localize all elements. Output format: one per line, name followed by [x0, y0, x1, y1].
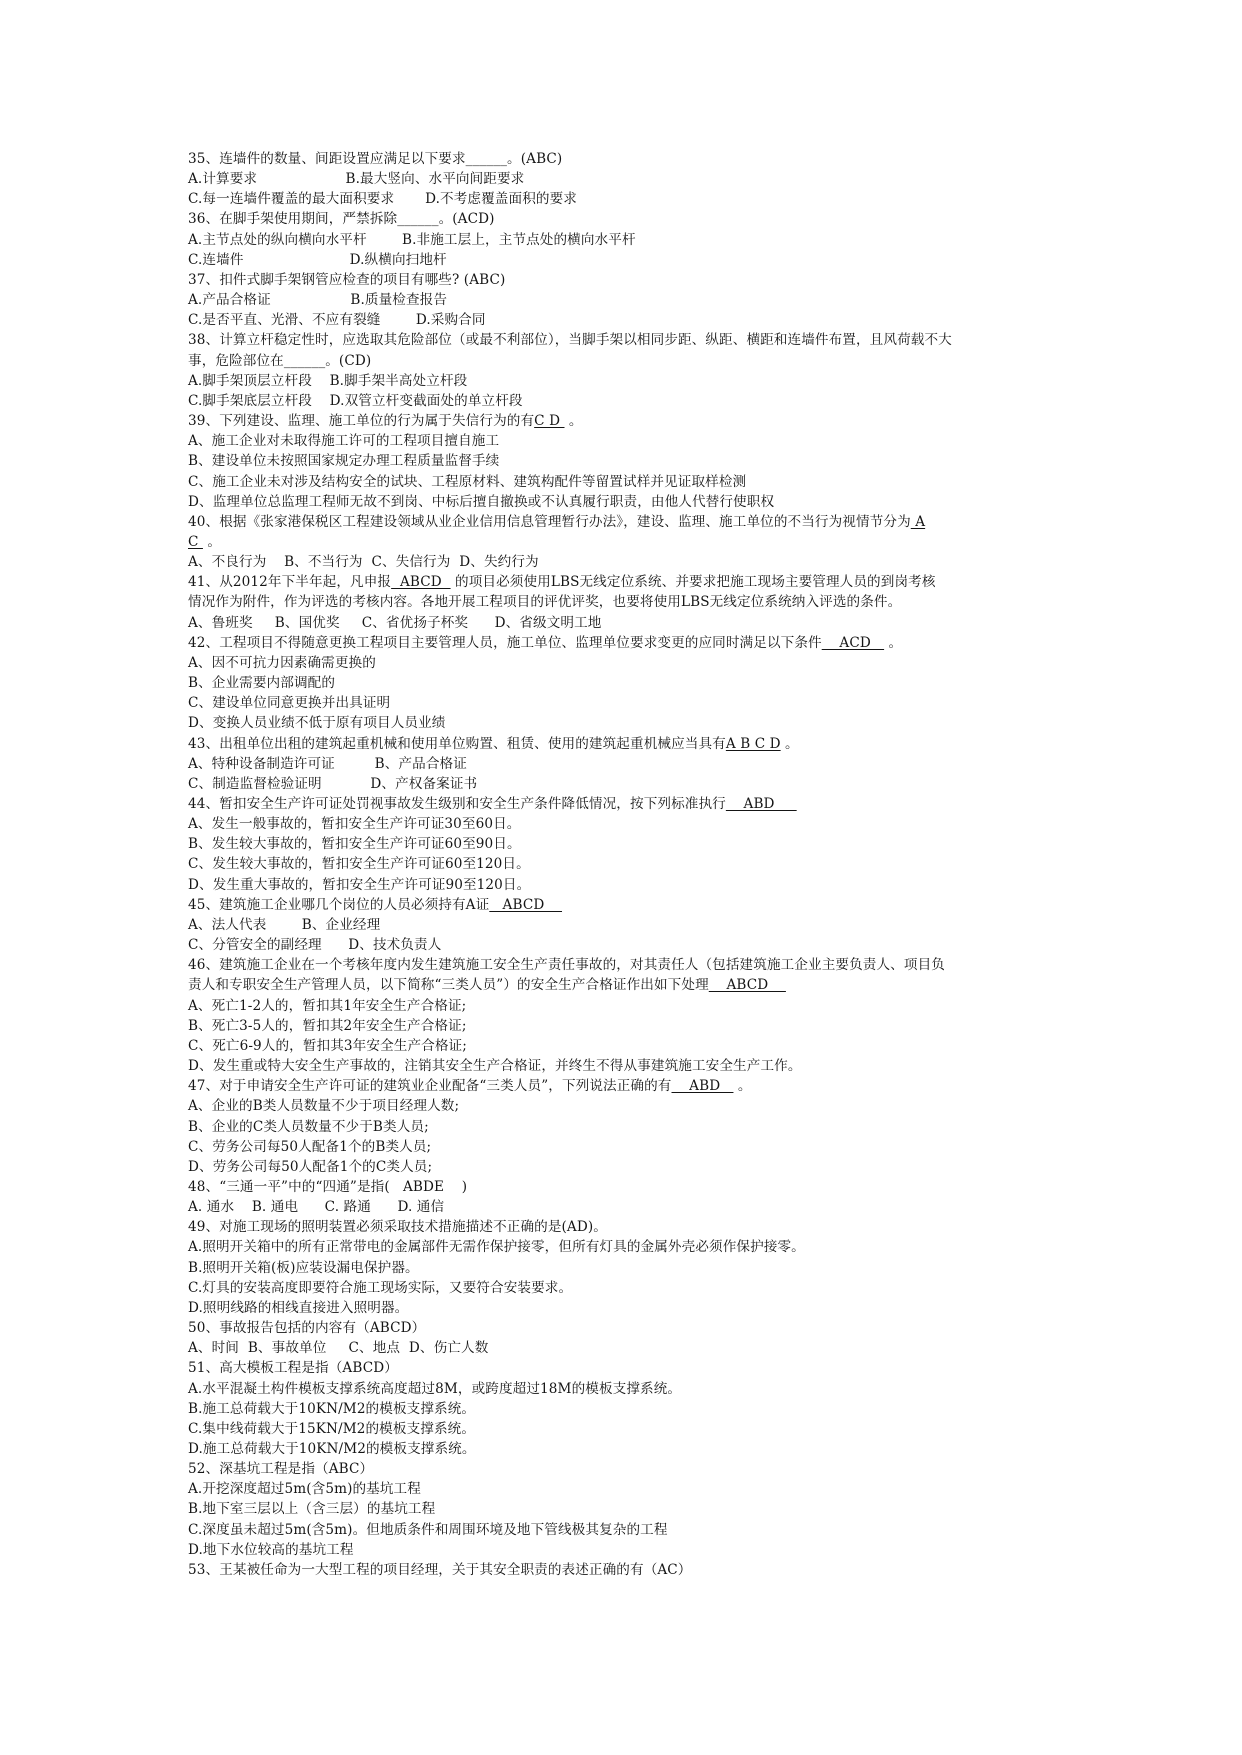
- line-text: A、死亡1-2人的，暂扣其1年安全生产合格证;: [188, 997, 467, 1014]
- line-text: 37、扣件式脚手架钢管应检查的项目有哪些? (ABC): [188, 271, 506, 288]
- text-line: [188, 693, 1068, 713]
- line-text-tail: 。: [564, 413, 583, 430]
- line-text: A.产品合格证 B.质量检查报告: [188, 292, 448, 309]
- line-text: 51、高大模板工程是指（ABCD）: [188, 1360, 398, 1377]
- answer-blank: ABCD: [708, 977, 786, 994]
- text-line: [188, 1056, 1068, 1076]
- line-text: B、企业需要内部调配的: [188, 675, 336, 692]
- text-line: [188, 1217, 1068, 1237]
- text-line: [188, 1137, 1068, 1157]
- text-line: [188, 975, 1068, 995]
- text-line: [188, 572, 1068, 592]
- line-text: A.脚手架顶层立杆段 B.脚手架半高处立杆段: [188, 372, 468, 389]
- text-line: [188, 209, 1068, 229]
- line-text: C、施工企业未对涉及结构安全的试块、工程原材料、建筑构配件等留置试样并见证取样检测: [188, 473, 747, 490]
- line-text: D.施工总荷载大于10KN/M2的模板支撑系统。: [188, 1441, 476, 1457]
- text-line: [188, 1379, 1068, 1399]
- text-line: [188, 290, 1068, 310]
- text-line: [188, 592, 1068, 612]
- text-line: [188, 1278, 1068, 1298]
- line-text: B、发生较大事故的，暂扣安全生产许可证60至90日。: [188, 836, 521, 853]
- line-text: D、监理单位总监理工程师无故不到岗、中标后擅自撤换或不认真履行职责，由他人代替行使职权: [188, 493, 775, 510]
- text-line: [188, 1358, 1068, 1378]
- text-line: [188, 854, 1068, 874]
- line-text: 48、“三通一平”中的“四通”是指( ABDE ): [188, 1178, 468, 1195]
- text-line: [188, 431, 1068, 451]
- line-text: A、鲁班奖 B、国优奖 C、省优扬子杯奖 D、省级文明工地: [188, 614, 602, 631]
- line-text: C、发生较大事故的，暂扣安全生产许可证60至120日。: [188, 856, 530, 873]
- line-text: A、不良行为 B、不当行为 C、失信行为 D、失约行为: [188, 554, 539, 571]
- line-text: C、制造监督检验证明 D、产权备案证书: [188, 775, 478, 792]
- line-text: C、劳务公司每50人配备1个的B类人员;: [188, 1138, 432, 1155]
- text-line: [188, 1237, 1068, 1257]
- line-text: C、建设单位同意更换并出具证明: [188, 695, 391, 712]
- text-line: [188, 330, 1068, 350]
- text-line: [188, 1399, 1068, 1419]
- text-line: [188, 834, 1068, 854]
- text-line: [188, 169, 1068, 189]
- line-text: A、时间 B、事故单位 C、地点 D、伤亡人数: [188, 1340, 489, 1357]
- line-text: A、法人代表 B、企业经理: [188, 916, 381, 933]
- line-text: A.主节点处的纵向横向水平杆 B.非施工层上，主节点处的横向水平杆: [188, 231, 636, 248]
- text-line: [188, 1036, 1068, 1056]
- answer-blank: C D: [534, 413, 565, 430]
- text-line: [188, 794, 1068, 814]
- text-line: [188, 814, 1068, 834]
- line-text: A. 通水 B. 通电 C. 路通 D. 通信: [188, 1199, 445, 1216]
- line-text: 36、在脚手架使用期间，严禁拆除______。(ACD): [188, 211, 495, 228]
- line-text: 责人和专职安全生产管理人员，以下简称“三类人员”）的安全生产合格证作出如下处理: [188, 977, 709, 994]
- line-text: 35、连墙件的数量、间距设置应满足以下要求______。(ABC): [188, 151, 563, 167]
- text-line: [188, 895, 1068, 915]
- line-text: 47、对于申请安全生产许可证的建筑业企业配备“三类人员”，下列说法正确的有: [188, 1078, 672, 1095]
- text-line: [188, 774, 1068, 794]
- text-line: [188, 673, 1068, 693]
- text-line: [188, 1318, 1068, 1338]
- answer-blank: A B C D: [725, 735, 781, 752]
- text-line: [188, 1540, 1068, 1560]
- text-line: [188, 996, 1068, 1016]
- text-line: [188, 613, 1068, 633]
- line-text: A、因不可抗力因素确需更换的: [188, 654, 376, 671]
- text-line: [188, 1459, 1068, 1479]
- text-line: [188, 653, 1068, 673]
- text-line: [188, 955, 1068, 975]
- text-line: [188, 875, 1068, 895]
- line-text: C.脚手架底层立杆段 D.双管立杆变截面处的单立杆段: [188, 392, 523, 409]
- line-text: A、发生一般事故的，暂扣安全生产许可证30至60日。: [188, 816, 521, 833]
- line-text: A.开挖深度超过5m(含5m)的基坑工程: [188, 1481, 421, 1498]
- line-text: 46、建筑施工企业在一个考核年度内发生建筑施工安全生产责任事故的，对其责任人（包括建筑施工企业主要负责人、项目负: [188, 957, 945, 974]
- text-line: [188, 391, 1068, 411]
- text-line: [188, 250, 1068, 270]
- text-line: [188, 451, 1068, 471]
- text-line: [188, 1096, 1068, 1116]
- line-text: 43、出租单位出租的建筑起重机械和使用单位购置、租赁、使用的建筑起重机械应当具有: [188, 735, 726, 752]
- text-line: [188, 1338, 1068, 1358]
- line-text-tail: 。: [733, 1078, 752, 1095]
- line-text: A、施工企业对未取得施工许可的工程项目擅自施工: [188, 433, 500, 450]
- text-line: [188, 310, 1068, 330]
- line-text: 39、下列建设、监理、施工单位的行为属于失信行为的有: [188, 413, 535, 430]
- line-text: C.连墙件 D.纵横向扫地杆: [188, 251, 447, 268]
- text-line: [188, 1157, 1068, 1177]
- answer-blank: A: [910, 513, 926, 530]
- text-line: [188, 1439, 1068, 1459]
- text-line: [188, 1419, 1068, 1439]
- line-text: 38、计算立杆稳定性时，应选取其危险部位（或最不利部位），当脚手架以相同步距、纵距、横距和连墙件布置，且风荷载不大: [188, 332, 952, 349]
- line-text: A、特种设备制造许可证 B、产品合格证: [188, 755, 467, 772]
- text-line: [188, 754, 1068, 774]
- line-text: D、劳务公司每50人配备1个的C类人员;: [188, 1158, 433, 1175]
- answer-blank: ABD: [671, 1078, 734, 1095]
- line-text: C.是否平直、光滑、不应有裂缝 D.采购合同: [188, 312, 486, 329]
- line-text: A.照明开关箱中的所有正常带电的金属部件无需作保护接零，但所有灯具的金属外壳必须作保护接零。: [188, 1239, 805, 1256]
- text-line: [188, 1560, 1068, 1580]
- text-line: [188, 734, 1068, 754]
- text-line: [188, 149, 1068, 169]
- text-line: [188, 1499, 1068, 1519]
- text-line: [188, 189, 1068, 209]
- text-line: [188, 230, 1068, 250]
- answer-blank: ABCD: [489, 896, 563, 913]
- answer-blank: ACD: [821, 634, 885, 651]
- text-line: [188, 1117, 1068, 1137]
- text-line: [188, 411, 1068, 431]
- line-text: 事，危险部位在______。(CD): [188, 352, 372, 369]
- line-text: B.地下室三层以上（含三层）的基坑工程: [188, 1501, 436, 1518]
- line-text: A、企业的B类人员数量不少于项目经理人数;: [188, 1098, 460, 1115]
- line-text: C.深度虽未超过5m(含5m)。但地质条件和周围环境及地下管线极其复杂的工程: [188, 1521, 668, 1538]
- text-line: [188, 1016, 1068, 1036]
- line-text: 41、从2012年下半年起，凡申报: [188, 574, 392, 591]
- text-line: [188, 351, 1068, 371]
- line-text: C、死亡6-9人的，暂扣其3年安全生产合格证;: [188, 1037, 467, 1054]
- line-text-tail: 。: [884, 634, 903, 651]
- document-page: [188, 149, 1068, 1580]
- text-line: [188, 1298, 1068, 1318]
- text-line: [188, 935, 1068, 955]
- line-text: 42、工程项目不得随意更换工程项目主要管理人员，施工单位、监理单位要求变更的应同时满足以下条件: [188, 634, 822, 651]
- line-text: 40、根据《张家港保税区工程建设领域从业企业信用信息管理暂行办法》，建设、监理、施工单位的不当行为视情节分为: [188, 513, 911, 530]
- text-line: [188, 1197, 1068, 1217]
- text-line: [188, 713, 1068, 733]
- line-text: C.灯具的安装高度即要符合施工现场实际，又要符合安装要求。: [188, 1279, 573, 1296]
- line-text: B、企业的C类人员数量不少于B类人员;: [188, 1118, 429, 1135]
- line-text-tail: 。: [780, 735, 799, 752]
- line-text: D、发生重或特大安全生产事故的，注销其安全生产合格证，并终生不得从事建筑施工安全生产工作。: [188, 1058, 802, 1075]
- line-text: C.每一连墙件覆盖的最大面积要求 D.不考虑覆盖面积的要求: [188, 191, 577, 208]
- text-line: [188, 371, 1068, 391]
- text-line: [188, 1520, 1068, 1540]
- line-text-tail: 。: [202, 533, 222, 550]
- line-text: 44、暂扣安全生产许可证处罚视事故发生级别和安全生产条件降低情况，按下列标准执行: [188, 796, 726, 812]
- line-text: D、变换人员业绩不低于原有项目人员业绩: [188, 715, 446, 732]
- text-line: [188, 1479, 1068, 1499]
- line-text: 53、王某被任命为一大型工程的项目经理，关于其安全职责的表述正确的有（AC）: [188, 1561, 692, 1578]
- text-line: [188, 270, 1068, 290]
- text-line: [188, 1258, 1068, 1278]
- line-text: B.照明开关箱(板)应装设漏电保护器。: [188, 1259, 419, 1276]
- text-line: [188, 633, 1068, 653]
- line-text: 情况作为附件，作为评选的考核内容。各地开展工程项目的评优评奖，也要将使用LBS无线定位系统纳入评选的条件。: [188, 594, 902, 611]
- line-text: A.水平混凝土构件模板支撑系统高度超过8M，或跨度超过18M的模板支撑系统。: [188, 1380, 682, 1397]
- answer-blank: C: [188, 533, 203, 550]
- line-text: D.照明线路的相线直接进入照明器。: [188, 1299, 409, 1316]
- text-line: [188, 512, 1068, 532]
- text-line: [188, 552, 1068, 572]
- line-text: D.地下水位较高的基坑工程: [188, 1541, 354, 1558]
- text-line: [188, 1177, 1068, 1197]
- line-text: D、发生重大事故的，暂扣安全生产许可证90至120日。: [188, 876, 531, 893]
- text-line: [188, 532, 1068, 552]
- line-text: B.施工总荷载大于10KN/M2的模板支撑系统。: [188, 1400, 476, 1417]
- answer-blank: ABCD: [391, 574, 451, 591]
- line-text: A.计算要求 B.最大竖向、水平向间距要求: [188, 171, 525, 188]
- line-text: 49、对施工现场的照明装置必须采取技术措施描述不正确的是(AD)。: [188, 1219, 607, 1236]
- line-text: 50、事故报告包括的内容有（ABCD）: [188, 1320, 426, 1337]
- text-line: [188, 1076, 1068, 1096]
- line-text: C.集中线荷载大于15KN/M2的模板支撑系统。: [188, 1420, 476, 1437]
- answer-blank: ABD: [725, 796, 797, 812]
- text-line: [188, 915, 1068, 935]
- line-text: C、分管安全的副经理 D、技术负责人: [188, 937, 442, 954]
- line-text: 52、深基坑工程是指（ABC）: [188, 1461, 374, 1478]
- text-line: [188, 472, 1068, 492]
- line-text: B、死亡3-5人的，暂扣其2年安全生产合格证;: [188, 1017, 467, 1034]
- text-line: [188, 492, 1068, 512]
- line-text: 45、建筑施工企业哪几个岗位的人员必须持有A证: [188, 896, 490, 913]
- line-text: B、建设单位未按照国家规定办理工程质量监督手续: [188, 453, 500, 470]
- line-text-tail: 的项目必须使用LBS无线定位系统、并要求把施工现场主要管理人员的到岗考核: [450, 574, 936, 591]
